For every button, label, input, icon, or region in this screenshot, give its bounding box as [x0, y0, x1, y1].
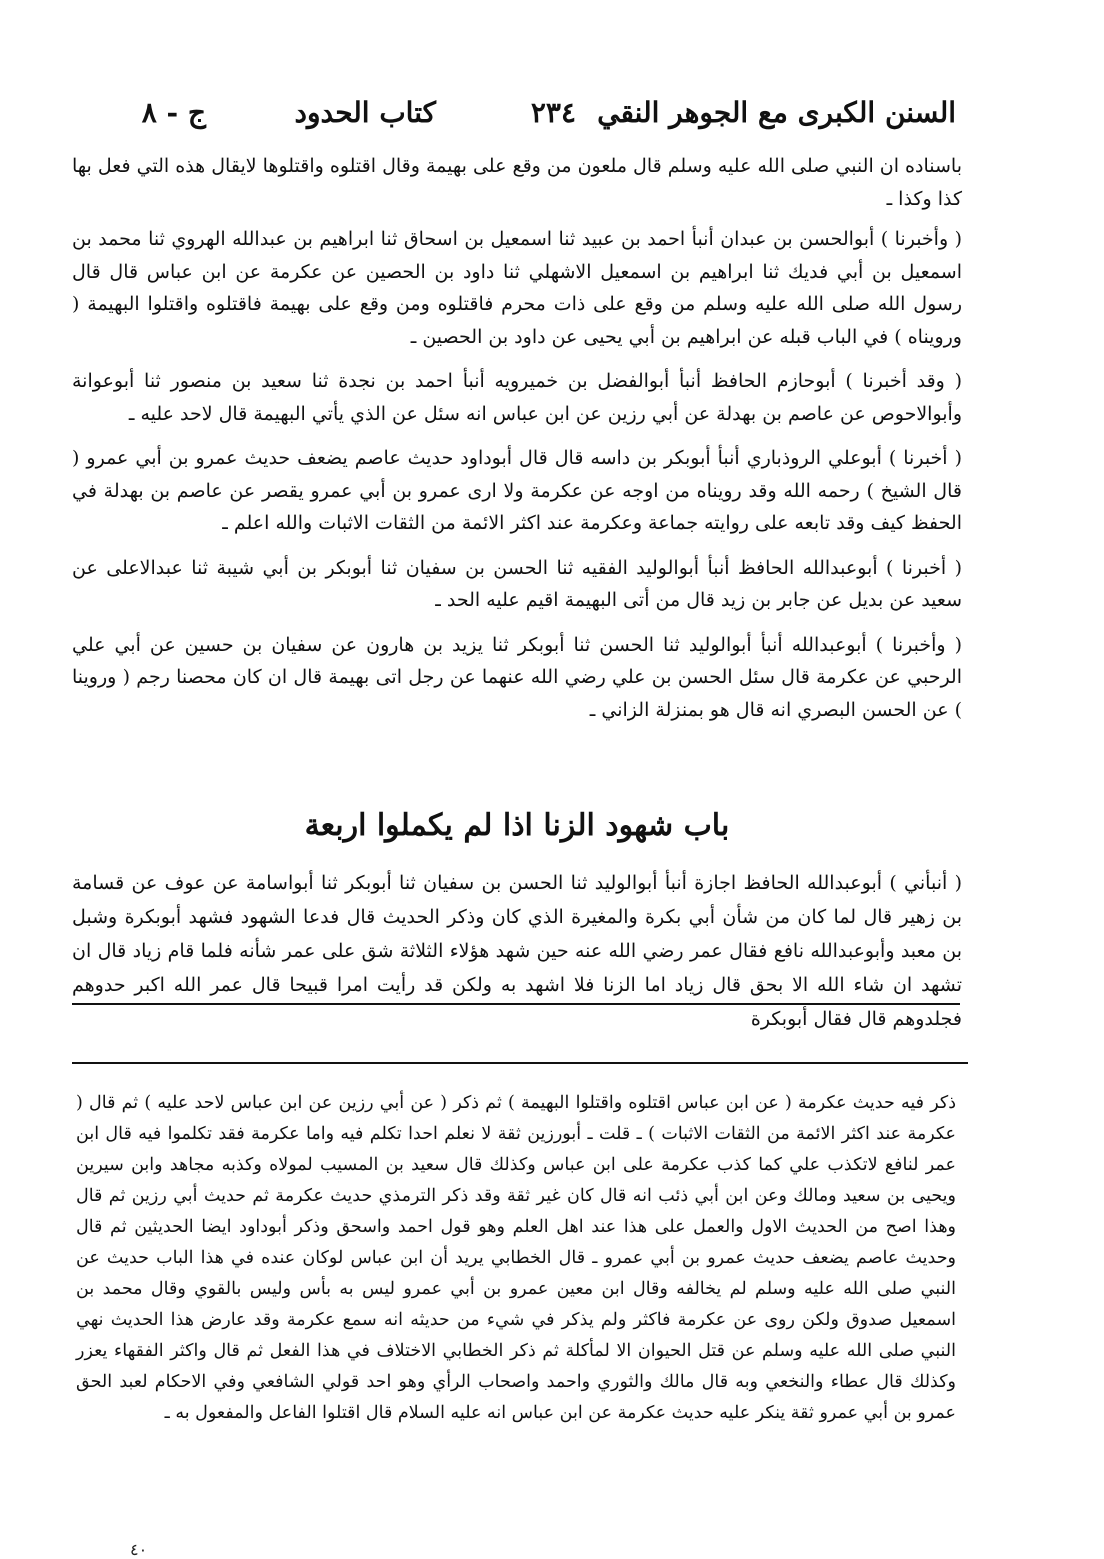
paragraph-3: ( وقد أخبرنا ) أبوحازم الحافظ أنبأ أبوالفضل بن خميرويه أنبأ احمد بن نجدة ثنا سعيد بن منصور ثنا أبوعوانة وأبوالاحوص عن عاصم بن بهدلة عن أبي رزين عن ابن عباس انه سئل عن الذي يأتي البهيمة قال لاحد عليه ـ	[72, 370, 962, 425]
paragraph-6: ( وأخبرنا ) أبوعبدالله أنبأ أبوالوليد ثنا الحسن ثنا أبوبكر ثنا يزيد بن هارون عن سفيان بن حسين عن أبي علي الرحبي عن عكرمة قال سئل الحسن بن علي رضي الله عنهما عن رجل اتى بهيمة قال ان كان محصنا رجم ( وروينا ) عن الحسن البصري انه قال هو بمنزلة الزاني ـ	[72, 633, 962, 721]
footnote-commentary: ذكر فيه حديث عكرمة ( عن ابن عباس اقتلوه واقتلوا البهيمة ) ثم ذكر ( عن أبي رزين عن ابن عباس لاحد عليه ) ثم قال ( عكرمة عند اكثر الائمة من الثقات الاثبات ) ـ قلت ـ أبورزين ثقة لا نعلم احدا تكلم فيه واما عكرمة فقد تكلموا فيه قال ابن عمر لنافع لاتكذب علي كما كذب عكرمة على ابن عباس وكذلك قال سعيد بن المسيب لمولاه وكذبه مجاهد وابن سيرين ويحيى بن سعيد ومالك وعن ابن أبي ذئب انه قال كان غير ثقة وقد ذكر الترمذي حديث عكرمة ثم حديث أبي رزين ثم قال وهذا اصح من الحديث الاول والعمل على هذا عند اهل العلم وهو قول احمد واسحق وذكر أبوداود ايضا الحديثين ثم قال وحديث عاصم يضعف حديث عمرو بن أبي عمرو ـ قال الخطابي يريد أن ابن عباس لوكان عنده في هذا الباب حديث عن النبي صلى الله عليه وسلم لم يخالفه وقال ابن معين عمرو بن أبي عمرو ليس به بأس وليس بالقوي وقال محمد بن اسمعيل صدوق ولكن روى عن عكرمة فاكثر ولم يذكر في شيء من حديثه انه سمع عكرمة وقد عارض هذا الحديث نهي النبي صلى الله عليه وسلم عن قتل الحيوان الا لمأكلة ثم ذكر الخطابي الاختلاف في هذا الفعل ثم قال واكثر الفقهاء يعزر وكذلك قال عطاء والنخعي وبه قال مالك والثوري واحمد واصحاب الرأي وهو احد قولي الشافعي وفي الاحكام لعبد الحق عمرو بن أبي عمرو ثقة ينكر عليه حديث عكرمة عن ابن عباس انه عليه السلام قال اقتلوا الفاعل والمفعول به ـ	[76, 1092, 956, 1423]
chapter-paragraph: ( أنبأني ) أبوعبدالله الحافظ اجازة أنبأ أبوالوليد ثنا الحسن بن سفيان ثنا أبوبكر ثنا أبواسامة عن عوف عن قسامة بن زهير قال لما كان من شأن أبي بكرة والمغيرة الذي كان وذكر الحديث قال فدعا الشهود فشهد أبوبكرة وشبل بن معبد وأبوعبدالله نافع فقال عمر رضي الله عنه حين شهد هؤلاء الثلاثة شق على عمر شأنه فلما قام زياد قال ان تشهد ان شاء الله الا بحق قال زياد اما الزنا فلا اشهد به ولكن قد رأيت امرا قبيحا قال عمر الله اكبر حدوهم فجلدوهم قال فقال أبوبكرة	[72, 872, 962, 1030]
header-page-number: ٢٣٤	[530, 96, 576, 129]
header-book-title: السنن الكبرى مع الجوهر النقي	[597, 96, 956, 129]
text-divider	[72, 1003, 960, 1005]
main-text	[72, 150, 962, 738]
paragraph-2: ( وأخبرنا ) أبوالحسن بن عبدان أنبأ احمد بن عبيد ثنا اسمعيل بن اسحاق ثنا ابراهيم بن عبدالله الهروي ثنا محمد بن اسمعيل بن أبي فديك ثنا ابراهيم بن اسمعيل الاشهلي ثنا داود بن الحصين عن عكرمة عن ابن عباس قال قال رسول الله صلى الله عليه وسلم من وقع على ذات محرم فاقتلوه ومن وقع على بهيمة فاقتلوه واقتلوا البهيمة ( ورويناه ) في الباب قبله عن ابراهيم بن أبي يحيى عن داود بن الحصين ـ	[72, 228, 962, 348]
header-chapter-name: كتاب الحدود	[294, 96, 436, 129]
paragraph-4: ( أخبرنا ) أبوعلي الروذباري أنبأ أبوبكر بن داسه قال قال أبوداود حديث عاصم يضعف حديث عمرو بن أبي عمرو ( قال الشيخ ) رحمه الله وقد رويناه من اوجه عن عكرمة ولا ارى عمرو بن أبي عمرو يقصر عن عاصم بن بهدلة في الحفظ كيف وقد تابعه على روايته جماعة وعكرمة عند اكثر الائمة من الثقات الاثبات والله اعلم ـ	[72, 447, 962, 534]
chapter-heading: باب شهود الزنا اذا لم يكملوا اربعة	[304, 808, 730, 843]
running-header	[96, 96, 956, 140]
paragraph-1: باسناده ان النبي صلى الله عليه وسلم قال ملعون من وقع على بهيمة وقال اقتلوه واقتلوها لايقال هذه التي فعل بها كذا وكذا ـ	[72, 155, 962, 210]
footnote-divider	[72, 1062, 968, 1064]
header-volume: ج - ٨	[141, 96, 206, 129]
paragraph-5: ( أخبرنا ) أبوعبدالله الحافظ أنبأ أبوالوليد الفقيه ثنا الحسن بن سفيان ثنا أبوبكر بن أبي شيبة ثنا عبدالاعلى عن سعيد عن بديل عن جابر بن زيد قال من أتى البهيمة اقيم عليه الحد ـ	[72, 556, 962, 611]
page-mark: ٤٠	[130, 1540, 148, 1559]
